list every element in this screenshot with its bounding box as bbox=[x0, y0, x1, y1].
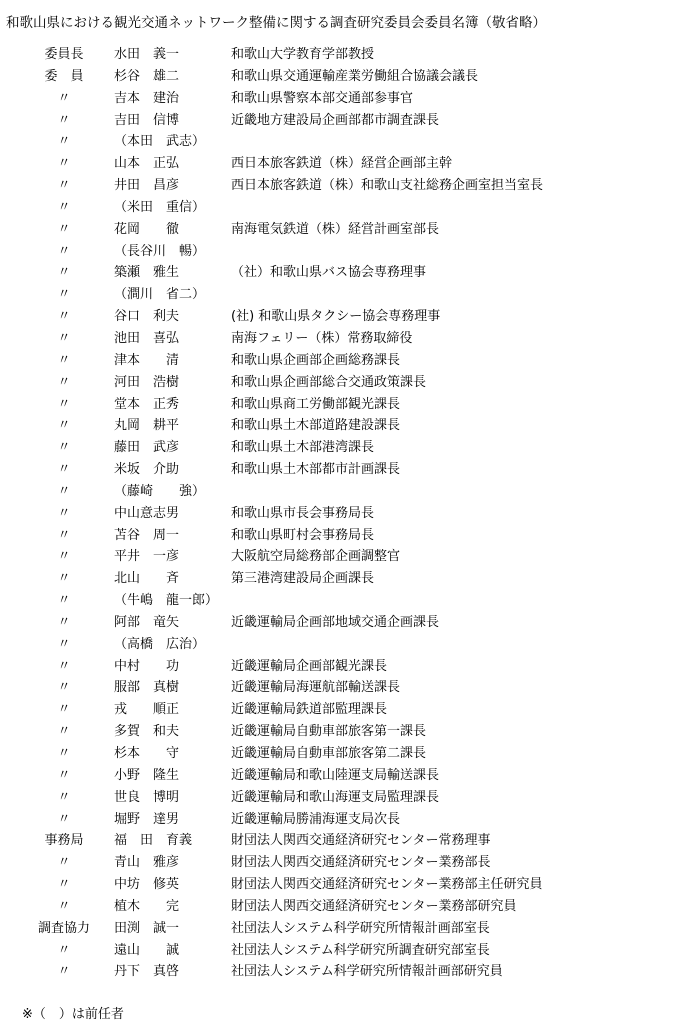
member-role: 〃 bbox=[57, 156, 71, 172]
member-row bbox=[0, 131, 679, 153]
member-row bbox=[0, 219, 679, 241]
member-list bbox=[0, 44, 679, 983]
member-affiliation: 財団法人関西交通経済研究センター業務部主任研究員 bbox=[231, 877, 543, 893]
member-name: 吉本 建治 bbox=[114, 90, 180, 106]
member-name: 世良 博明 bbox=[114, 789, 180, 805]
member-name: 谷口 利夫 bbox=[114, 309, 180, 325]
member-affiliation: 和歌山県企画部企画総務課長 bbox=[231, 352, 401, 368]
member-row bbox=[0, 612, 679, 634]
member-name: （高橋 広治） bbox=[114, 636, 206, 652]
member-name: （長谷川 暢） bbox=[114, 243, 206, 259]
member-role: 〃 bbox=[57, 221, 71, 237]
member-affiliation: 社団法人システム科学研究所情報計画部研究員 bbox=[231, 964, 503, 980]
member-row bbox=[0, 874, 679, 896]
member-role: 〃 bbox=[57, 614, 71, 630]
member-row bbox=[0, 677, 679, 699]
member-role: 〃 bbox=[57, 374, 71, 390]
member-name: （澗川 省二） bbox=[114, 287, 206, 303]
member-name: 杉谷 雄二 bbox=[114, 68, 180, 84]
member-affiliation: 近畿運輸局勝浦海運支局次長 bbox=[231, 811, 401, 827]
member-row bbox=[0, 961, 679, 983]
member-row bbox=[0, 66, 679, 88]
member-name: 平井 一彦 bbox=[114, 549, 180, 565]
member-row bbox=[0, 787, 679, 809]
member-role: 〃 bbox=[57, 724, 71, 740]
member-name: 花岡 徹 bbox=[114, 221, 180, 237]
member-affiliation: 社団法人システム科学研究所情報計画部室長 bbox=[231, 920, 490, 936]
member-role: 〃 bbox=[57, 505, 71, 521]
member-name: 多賀 和夫 bbox=[114, 724, 180, 740]
member-role: 〃 bbox=[57, 483, 71, 499]
member-role: 〃 bbox=[57, 330, 71, 346]
member-row bbox=[0, 415, 679, 437]
member-affiliation: 近畿運輸局鉄道部監理課長 bbox=[231, 702, 388, 718]
member-role: 〃 bbox=[57, 287, 71, 303]
member-affiliation: 財団法人関西交通経済研究センター常務理事 bbox=[231, 833, 491, 849]
member-name: 中村 功 bbox=[114, 658, 180, 674]
member-affiliation: 和歌山県商工労働部観光課長 bbox=[231, 396, 401, 412]
member-affiliation: 社団法人システム科学研究所調査研究部室長 bbox=[231, 942, 490, 958]
member-affiliation: 和歌山県土木部港湾課長 bbox=[231, 440, 375, 456]
member-role: 〃 bbox=[57, 636, 71, 652]
member-role: 〃 bbox=[57, 90, 71, 106]
member-role: 〃 bbox=[57, 658, 71, 674]
member-row bbox=[0, 481, 679, 503]
member-role: 〃 bbox=[57, 527, 71, 543]
member-name: 堀野 達男 bbox=[114, 811, 180, 827]
member-row bbox=[0, 459, 679, 481]
member-name: 苫谷 周一 bbox=[114, 527, 180, 543]
member-name: 池田 喜弘 bbox=[114, 330, 180, 346]
member-row bbox=[0, 568, 679, 590]
member-name: 山本 正弘 bbox=[114, 156, 180, 172]
member-row bbox=[0, 656, 679, 678]
member-role: 〃 bbox=[57, 112, 71, 128]
member-affiliation: 西日本旅客鉄道（株）和歌山支社総務企画室担当室長 bbox=[231, 178, 544, 194]
member-affiliation: 近畿運輸局自動車部旅客第一課長 bbox=[231, 724, 427, 740]
member-affiliation: 財団法人関西交通経済研究センター業務部研究員 bbox=[231, 898, 517, 914]
member-role: 〃 bbox=[57, 549, 71, 565]
member-affiliation: 和歌山県交通運輸産業労働組合協議会議長 bbox=[231, 68, 479, 84]
member-row bbox=[0, 896, 679, 918]
member-affiliation: 近畿地方建設局企画部都市調査課長 bbox=[231, 112, 440, 128]
member-name: 北山 斉 bbox=[114, 571, 180, 587]
member-row bbox=[0, 852, 679, 874]
member-name: 丸岡 耕平 bbox=[114, 418, 180, 434]
member-row bbox=[0, 372, 679, 394]
member-row bbox=[0, 940, 679, 962]
member-name: 福 田 育義 bbox=[114, 833, 193, 849]
member-name: 藤田 武彦 bbox=[114, 440, 180, 456]
member-affiliation: 近畿運輸局企画部地域交通企画課長 bbox=[231, 614, 440, 630]
member-name: 米坂 介助 bbox=[114, 462, 180, 478]
member-role: 〃 bbox=[57, 942, 71, 958]
member-role: 〃 bbox=[57, 571, 71, 587]
member-row bbox=[0, 350, 679, 372]
member-row bbox=[0, 437, 679, 459]
member-row bbox=[0, 197, 679, 219]
member-affiliation: 西日本旅客鉄道（株）経営企画部主幹 bbox=[231, 156, 453, 172]
member-name: 田渕 誠一 bbox=[114, 920, 180, 936]
document-title: 和歌山県における観光交通ネットワーク整備に関する調査研究委員会委員名簿（敬省略） bbox=[6, 15, 546, 31]
member-role: 委 員 bbox=[44, 68, 84, 84]
member-name: （牛嶋 龍一郎） bbox=[114, 593, 219, 609]
member-row bbox=[0, 44, 679, 66]
member-role: 〃 bbox=[57, 309, 71, 325]
member-name: 堂本 正秀 bbox=[114, 396, 180, 412]
member-row bbox=[0, 743, 679, 765]
member-affiliation: 近畿運輸局自動車部旅客第二課長 bbox=[231, 746, 427, 761]
member-name: 井田 昌彦 bbox=[114, 178, 180, 194]
member-name: （藤崎 強） bbox=[114, 483, 206, 499]
member-affiliation: 和歌山県市長会事務局長 bbox=[231, 505, 375, 521]
member-affiliation: 和歌山大学教育学部教授 bbox=[231, 47, 375, 62]
member-row bbox=[0, 809, 679, 831]
member-role: 〃 bbox=[57, 462, 71, 478]
member-name: 丹下 真啓 bbox=[114, 964, 180, 980]
member-role: 〃 bbox=[57, 702, 71, 718]
member-row bbox=[0, 590, 679, 612]
member-row bbox=[0, 306, 679, 328]
member-row bbox=[0, 699, 679, 721]
member-role: 〃 bbox=[57, 243, 71, 259]
member-name: 津本 清 bbox=[114, 352, 180, 368]
member-row bbox=[0, 262, 679, 284]
member-role: 〃 bbox=[57, 352, 71, 368]
member-name: 河田 浩樹 bbox=[114, 374, 180, 390]
member-affiliation: 大阪航空局総務部企画調整官 bbox=[231, 549, 401, 565]
member-role: 〃 bbox=[57, 265, 71, 281]
member-name: （本田 武志） bbox=[114, 134, 206, 150]
member-affiliation: 近畿運輸局和歌山海運支局監理課長 bbox=[231, 789, 440, 805]
member-row bbox=[0, 525, 679, 547]
member-row bbox=[0, 546, 679, 568]
member-role: 〃 bbox=[57, 898, 71, 914]
member-role: 〃 bbox=[57, 811, 71, 827]
member-role: 〃 bbox=[57, 440, 71, 456]
member-affiliation: 近畿運輸局和歌山陸運支局輸送課長 bbox=[231, 767, 440, 783]
member-role: 〃 bbox=[57, 680, 71, 696]
member-name: 植木 完 bbox=[114, 898, 180, 914]
member-row bbox=[0, 765, 679, 787]
member-role: 〃 bbox=[57, 178, 71, 194]
member-row bbox=[0, 830, 679, 852]
member-role: 〃 bbox=[57, 789, 71, 805]
member-affiliation: 第三港湾建設局企画課長 bbox=[231, 571, 375, 587]
member-role: 〃 bbox=[57, 418, 71, 434]
member-affiliation: （社）和歌山県バス協会専務理事 bbox=[231, 265, 427, 281]
member-row bbox=[0, 918, 679, 940]
member-row bbox=[0, 284, 679, 306]
member-affiliation: 南海フェリー（株）常務取締役 bbox=[231, 330, 413, 346]
member-role: 事務局 bbox=[44, 833, 84, 849]
footnote: ※（ ）は前任者 bbox=[22, 1007, 124, 1022]
member-row bbox=[0, 88, 679, 110]
member-name: 水田 義一 bbox=[114, 47, 180, 62]
member-affiliation: 和歌山県町村会事務局長 bbox=[231, 527, 375, 543]
member-role: 〃 bbox=[57, 964, 71, 980]
member-affiliation: 和歌山県土木部道路建設課長 bbox=[231, 418, 401, 434]
member-row bbox=[0, 153, 679, 175]
member-affiliation: 南海電気鉄道（株）経営計画室部長 bbox=[231, 221, 440, 237]
member-role: 〃 bbox=[57, 199, 71, 215]
member-role: 〃 bbox=[57, 593, 71, 609]
member-role: 〃 bbox=[57, 134, 71, 150]
member-name: 築瀬 雅生 bbox=[114, 265, 180, 281]
member-row bbox=[0, 328, 679, 350]
member-name: 吉田 信博 bbox=[114, 112, 180, 128]
member-affiliation: 和歌山県土木部都市計画課長 bbox=[231, 462, 401, 478]
member-name: 杉本 守 bbox=[114, 746, 180, 761]
member-row bbox=[0, 503, 679, 525]
member-name: 小野 隆生 bbox=[114, 767, 180, 783]
member-role: 〃 bbox=[57, 855, 71, 871]
member-name: 中山意志男 bbox=[114, 505, 180, 521]
member-row bbox=[0, 175, 679, 197]
member-row bbox=[0, 394, 679, 416]
member-role: 〃 bbox=[57, 396, 71, 412]
member-role: 〃 bbox=[57, 767, 71, 783]
member-name: 遠山 誠 bbox=[114, 942, 180, 958]
member-name: 中坊 修英 bbox=[114, 877, 180, 893]
member-role: 〃 bbox=[57, 746, 71, 761]
member-affiliation: 和歌山県企画部総合交通政策課長 bbox=[231, 374, 427, 390]
member-name: （米田 重信） bbox=[114, 199, 206, 215]
member-affiliation: (社) 和歌山県タクシー協会専務理事 bbox=[231, 309, 441, 325]
member-row bbox=[0, 721, 679, 743]
member-affiliation: 和歌山県警察本部交通部参事官 bbox=[231, 90, 414, 106]
member-row bbox=[0, 634, 679, 656]
member-affiliation: 近畿運輸局海運航部輸送課長 bbox=[231, 680, 401, 696]
member-affiliation: 財団法人関西交通経済研究センター業務部長 bbox=[231, 855, 491, 871]
member-row bbox=[0, 241, 679, 263]
member-name: 戎 順正 bbox=[114, 702, 180, 718]
member-row bbox=[0, 110, 679, 132]
member-role: 委員長 bbox=[44, 47, 84, 62]
member-role: 調査協力 bbox=[37, 920, 90, 936]
member-role: 〃 bbox=[57, 877, 71, 893]
member-name: 青山 雅彦 bbox=[114, 855, 180, 871]
member-name: 阿部 竜矢 bbox=[114, 614, 180, 630]
member-affiliation: 近畿運輸局企画部観光課長 bbox=[231, 658, 388, 674]
member-name: 服部 真樹 bbox=[114, 680, 180, 696]
